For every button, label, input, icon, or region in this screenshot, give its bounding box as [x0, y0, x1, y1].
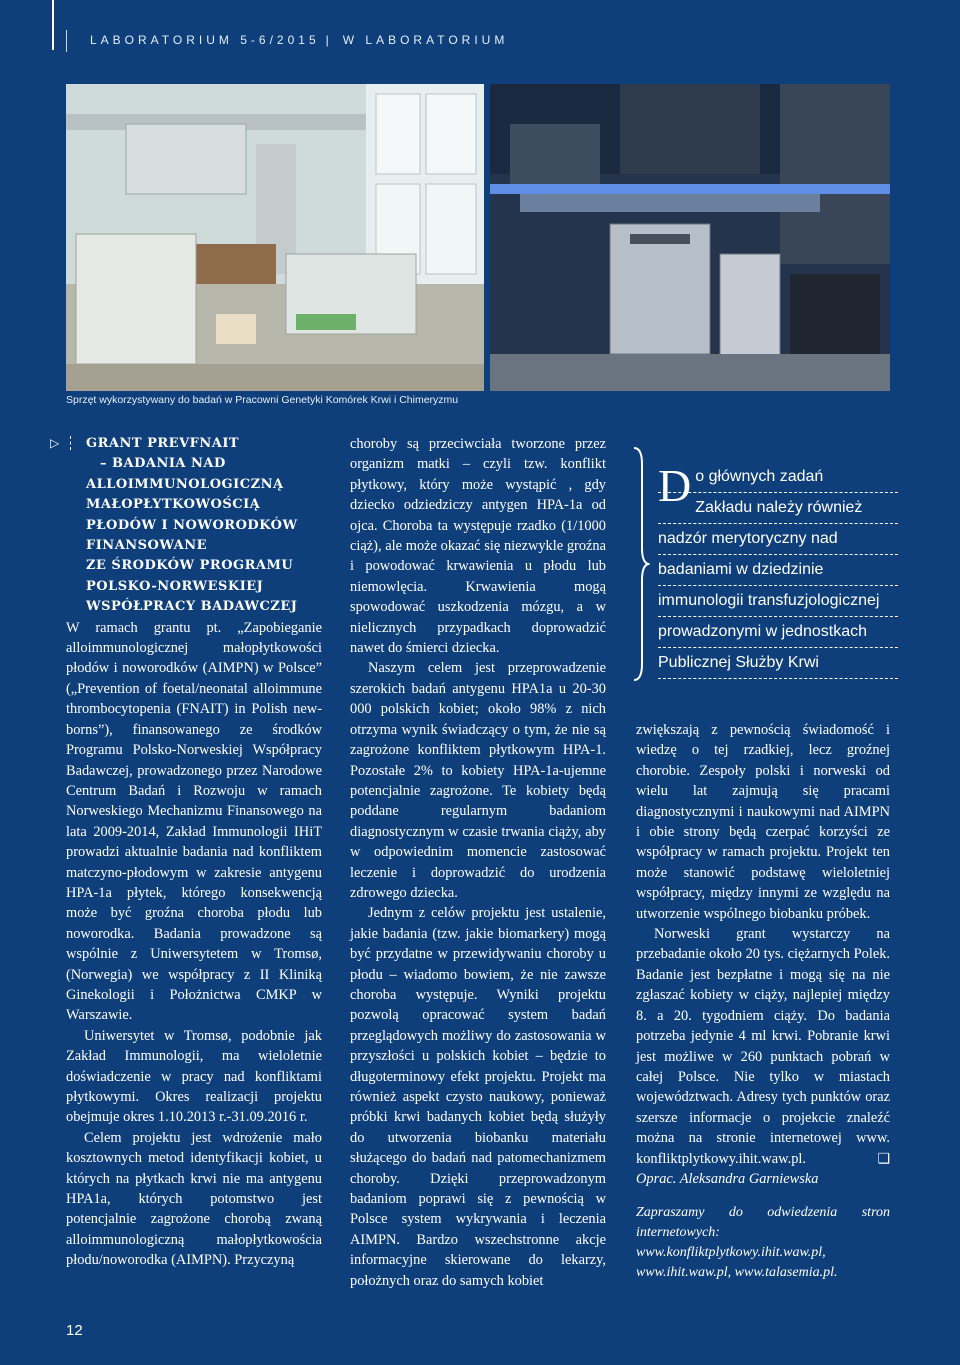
end-mark-icon: ❑ — [877, 1150, 890, 1167]
quote-line: Zakładu należy również — [658, 493, 898, 524]
column-3 — [636, 720, 890, 1283]
quote-line: nadzór merytoryczny nad — [658, 524, 898, 555]
header-title: LABORATORIUM 5-6/2015 | W LABORATORIUM — [90, 33, 509, 47]
headline-line: POLSKO-NORWESKIEJ — [86, 578, 264, 594]
body-paragraph-text: Norweski grant wystarczy na przebadanie około 20 tys. ciężarnych Polek. Badanie jest bezpłatne i mogą się na nie zgłaszać kobiety w ciąży, najlepiej między 8. a 20. tygodniem ciąży. Do badania potrzeba jedynie 4 ml krwi. Pobranie krwi jest możliwe w 260 punktach pobrań w całej Polsce. Nie tylko w miastach województwach. Adresy tych punktów oraz szersze informacje o projekcie znaleźć można na stronie internetowej www. konfliktplytkowy.ihit.waw.pl. — [636, 926, 890, 1167]
header-rule — [52, 0, 54, 50]
drop-cap: D — [658, 460, 692, 511]
section-arrow-icon: ▷ — [50, 436, 60, 450]
body-paragraph: zwiększają z pewnością świadomość i wiedzę o tej rzadkiej, lecz groźnej chorobie. Zespoły polski i norweski od wielu lat zajmują się pracami diagnostycznymi i naukowymi nad AIMPN i obie strony będą czerpać korzyści ze współpracy w ramach projektu. Projekt ten może stanowić podstawę wieloletniej współpracy, między innymi ze względu na utworzenie wspólnego biobanku próbek. — [636, 722, 890, 922]
quote-line: badaniami w dziedzinie — [658, 555, 898, 586]
photo-caption: Sprzęt wykorzystywany do badań w Pracowni Genetyki Komórek Krwi i Chimeryzmu — [66, 394, 459, 406]
quote-line: immunologii transfuzjologicznej — [658, 586, 898, 617]
lab-robot-photo — [66, 84, 484, 391]
article-headline — [66, 434, 322, 618]
website-invitation: Zapraszamy do odwiedzenia stron internetowych: www.konfliktplytkowy.ihit.waw.pl, www.ihit.waw.pl, www.talasemia.pl. — [636, 1205, 890, 1281]
headline-line: ZE ŚRODKÓW PROGRAMU — [86, 558, 294, 574]
body-paragraph: Naszym celem jest przeprowadzenie szerokich badań antygenu HPA1a u 20-30 000 polskich kobiet; około 98% z nich otrzyma wynik świadczący o tym, że nie są zagrożone konfliktem płytkowym HPA-1. Pozostałe 2% to kobiety HPA-1a-ujemne potencjalnie zagrożone. Te kobiety będą poddane regularnym badaniom diagnostycznym w czasie trwania ciąży, aby w odpowiednim momencie zastosować leczenie i doprowadzić do urodzenia zdrowego dziecka. — [350, 660, 606, 901]
headline-line: – BADANIA NAD — [100, 456, 226, 472]
analyzer-photo — [490, 84, 890, 391]
running-header — [52, 0, 912, 60]
headline-line: MAŁOPŁYTKOWOŚCIĄ — [86, 497, 261, 513]
headline-line: GRANT PREVFNAIT — [86, 436, 240, 451]
body-paragraph: Jednym z celów projektu jest ustalenie, jakie badania (tzw. jakie biomarkery) mogą być przydatne w przewidywaniu choroby u płodu – wiadomo bowiem, że nie zawsze choroba występuje. Wyniki projektu pozwolą opracować system badań przeglądowych możliwy do zastosowania w przyszłości u polskich kobiet – będzie to długoterminowy efekt projektu. Projekt ma również aspekt czysto naukowy, ponieważ próbki krwi badanych kobiet będą służyły do utworzenia biobanku materiału służącego do badań nad patomechanizmem choroby. Dzięki przeprowadzonym badaniom poprawi się z pewnością w Polsce system wykrywania i leczenia AIMPN. Bardzo wszechstronne akcje informacyjne skierowane do lekarzy, położnych oraz do samych kobiet — [350, 905, 606, 1289]
quote-line: o głównych zadań — [658, 462, 898, 493]
pull-quote — [636, 444, 896, 684]
headline-line: ALLOIMMUNOLOGICZNĄ — [86, 476, 284, 492]
quote-line: prowadzonymi w jednostkach — [658, 617, 898, 648]
body-paragraph: Celem projektu jest wdrożenie mało kosztownych metod identyfikacji kobiet, u których na płytkach krwi nie ma antygenu HPA1a, których potomstwo jest potencjalnie zagrożone chorobą zwaną alloimmunologiczną małopłytkowościa płodu/noworodka (AIMPN). Przyczyną — [66, 1129, 322, 1269]
journal-name: LABORATORIUM 5-6/2015 — [90, 33, 320, 47]
body-paragraph — [636, 924, 890, 1169]
photo-strip — [66, 84, 890, 391]
quote-line: Publicznej Służby Krwi — [658, 648, 898, 679]
headline-line: FINANSOWANE — [86, 538, 208, 554]
header-rule-small — [66, 30, 67, 52]
page-number: 12 — [66, 1322, 83, 1339]
pull-quote-text — [658, 462, 898, 679]
column-2 — [350, 434, 606, 1291]
headline-line: WSPÓŁPRACY BADAWCZEJ — [86, 599, 298, 615]
author-signature: Oprac. Aleksandra Garniewska — [636, 1170, 819, 1187]
column-1 — [66, 434, 322, 1271]
body-paragraph: choroby są przeciwciała tworzone przez organizm matki – czyli tzw. konflikt płytkowy, który może wystąpić , gdy dziecko odziedziczy antygen HPA-1a od ojca. Choroba ta występuje rzadko (1/1000 ciąż), ale może okazać się niezwykle groźna i powodować krwawienia u płodu lub niemowlęcia. Krwawienia mogą spowodować uszkodzenia mózgu, a w nielicznych przypadkach doprowadzić nawet do śmierci dziecka. — [350, 436, 606, 657]
brace-icon — [630, 444, 650, 684]
body-paragraph: Uniwersytet w Tromsø, podobnie jak Zakład Immunologii, ma wieloletnie doświadczenie w pracy nad konfliktami płytkowymi. Okres realizacji projektu obejmuje okres 1.10.2013 r.-31.09.2016 r. — [66, 1027, 322, 1126]
body-paragraph: W ramach grantu pt. „Zapobieganie alloimmunologicznej małopłytkowości płodów i noworodków (AIMPN) w Polsce” („Prevention of foetal/neonatal alloimmune thrombocytopenia (FNAIT) in Polish new-borns”), finansowanego ze środków Programu Polsko-Norweskiej Współpracy Badawczej, prowadzonego przez Narodowe Centrum Badań i Rozwoju w ramach Norweskiego Mechanizmu Finansowego na lata 2009-2014, Zakład Immunologii IHiT prowadzi aktualnie badania nad konfliktem matczyno-płodowym w zakresie antygenu HPA-1a płytek, którego konsekwencją może być groźna choroba płodu lub noworodka. Badania prowadzone są wspólnie z Uniwersytetem w Tromsø, (Norwegia) we współpracy z II Kliniką Ginekologii i Położnictwa CMKP w Warszawie. — [66, 619, 322, 1024]
section-name: W LABORATORIUM — [342, 33, 509, 47]
headline-line: PŁODÓW I NOWORODKÓW — [86, 517, 298, 533]
